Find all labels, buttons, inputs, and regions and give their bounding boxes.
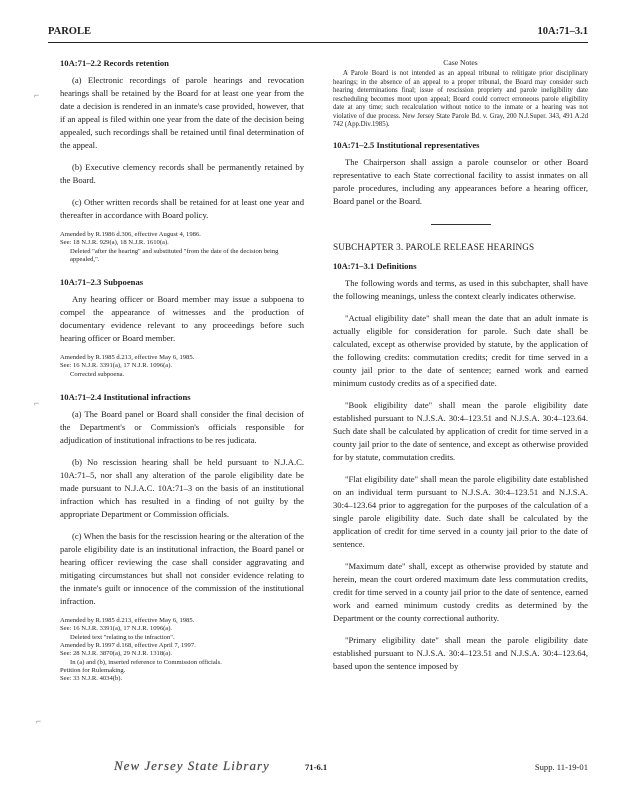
header-left: PAROLE	[48, 26, 91, 37]
section-title: 10A:71–2.3 Subpoenas	[60, 277, 144, 288]
margin-mark: ⌐	[34, 90, 40, 100]
definition: "Primary eligibility date" shall mean the parole eligibility date established pursuant to N.J.S.A. 30:4–123.51 and N.J.S.A. 30:4–123.64, based upon the sentence imposed by	[333, 634, 588, 671]
header-right: 10A:71–3.1	[537, 26, 588, 37]
section-title: 10A:71–2.5 Institutional representatives	[333, 139, 480, 150]
paragraph: (a) Electronic recordings of parole hearings and revocation hearings shall be retained by the Board for at least one year from the date a decision is rendered in an inmate's case provided, however, that if an appeal is filed within one year from the date of the decision being appealed, such recordings shall be retained until final determination of the appeal.	[60, 75, 304, 150]
case-note: A Parole Board is not intended as an appeal tribunal to relitigate prior disciplinary hearings; in the absence of an appeal to a proper tribunal, the Board may consider such hearing determinations final; issue of rescission propriety and parole ineligibility date rescheduling becomes moot upon appeal; Board could correct erroneous parole eligibility date at any time; such recalculation without notice to the inmate or a hearing was not violative of due process. New Jersey State Parole Bd. v. Gray, 200 N.J.Super. 343, 491 A.2d 742 (App.Div.1985).	[333, 70, 588, 128]
paragraph: (c) When the basis for the rescission hearing or the alteration of the parole eligibility date is an institutional infraction, the Board panel or hearing officer reviewing the case shall consider aggravating and mitigating circumstances but shall not consider evidence relating to the inmate's guilt or innocence of the commission of the institutional infraction.	[60, 531, 304, 607]
page-number: 71-6.1	[305, 762, 328, 772]
paragraph: The Chairperson shall assign a parole counselor or other Board representative to each State correctional facility to assist inmates on all parole procedures, including any appearances before a hearing officer, Board panel or the Board.	[333, 156, 588, 206]
right-column	[333, 58, 588, 682]
running-header	[48, 26, 588, 43]
subchapter-heading: SUBCHAPTER 3. PAROLE RELEASE HEARINGS	[333, 241, 535, 252]
paragraph: (b) Executive clemency records shall be permanently retained by the Board.	[60, 162, 304, 185]
divider	[431, 224, 491, 225]
paragraph: (a) The Board panel or Board shall consider the final decision of the Department's or Commission's officials responsible for adjudication of institutional infractions to be res judicata.	[60, 409, 304, 446]
section-title: 10A:71–3.1 Definitions	[333, 260, 417, 271]
definition: "Actual eligibility date" shall mean the date that an adult inmate is actually eligible for consideration for parole. Such date shall be calculated, except as otherwise provided by statute, by the application of the following credits: commutation credits; credit for time served in a county jail prior to the date of sentence; earned work and earned minimum custody credits as of a specified date.	[333, 312, 588, 388]
case-notes-heading: Case Notes	[443, 58, 478, 67]
left-column	[60, 58, 304, 696]
definition: "Maximum date" shall, except as otherwise provided by statute and herein, mean the court ordered maximum date less commutation credits, credit for time served in a county jail prior to the date of sentence, earned work and earned minimum custody credits as determined by the Department or the county correctional authority.	[333, 560, 588, 623]
paragraph: (c) Other written records shall be retained for at least one year and thereafter in accordance with Board policy.	[60, 197, 304, 220]
paragraph: The following words and terms, as used in this subchapter, shall have the following meanings, unless the context clearly indicates otherwise.	[333, 277, 588, 301]
history-note: Amended by R.1985 d.213, effective May 6, 1985. See: 16 N.J.R. 3391(a), 17 N.J.R. 1096(a). Deleted text "relating to the infraction". Amended by R.1997 d.168, effective April 7, 1997. See: 28 N.J.R. 3870(a), 29 N.J.R. 1318(a). In (a) and (b), inserted reference to Commission officials. Petition for Rulemaking. See: 33 N.J.R. 4034(b).	[60, 617, 222, 683]
section-title: 10A:71–2.2 Records retention	[60, 58, 169, 68]
paragraph: (b) No rescission hearing shall be held pursuant to N.J.A.C. 10A:71–5, nor shall any alteration of the parole eligibility date be made pursuant to N.J.A.C. 10A:71–3 on the basis of an institutional infraction which has resulted in a finding of not guilty by the appropriate Department or Commission officials.	[60, 457, 304, 520]
section-title: 10A:71–2.4 Institutional infractions	[60, 392, 191, 403]
definition: "Book eligibility date" shall mean the parole eligibility date established pursuant to N.J.S.A. 30:4–123.51 and N.J.S.A. 30:4–123.64. Such date shall be calculated by application of credit for time served in a county jail prior to the date of sentence, and except as otherwise provided for by statute, commutation credits.	[333, 399, 588, 462]
definition: "Flat eligibility date" shall mean the parole eligibility date established on an individual term pursuant to N.J.S.A. 30:4–123.51 and N.J.S.A. 30:4–123.64 prior to aggregation for the purposes of the calculation of a single parole eligibility date. Such date shall be calculated by the application of credit for time served in a county jail prior to the date of sentence.	[333, 473, 588, 549]
library-stamp: New Jersey State Library	[114, 758, 270, 773]
margin-mark: ⌐	[36, 716, 42, 726]
history-note: Amended by R.1986 d.306, effective August 4, 1986. See: 18 N.J.R. 929(a), 18 N.J.R. 1610(a). Deleted "after the hearing" and substituted "from the date of the decision being appealed,".	[60, 231, 279, 263]
paragraph: Any hearing officer or Board member may issue a subpoena to compel the appearance of witnesses and the production of documentary evidence relevant to any proceedings before such hearing officer or Board member.	[60, 294, 304, 344]
margin-mark: ⌐	[34, 398, 40, 408]
history-note: Amended by R.1985 d.213, effective May 6, 1985. See: 16 N.J.R. 3391(a), 17 N.J.R. 1096(a). Corrected subpoena.	[60, 354, 195, 378]
supplement-date: Supp. 11-19-01	[534, 762, 588, 772]
